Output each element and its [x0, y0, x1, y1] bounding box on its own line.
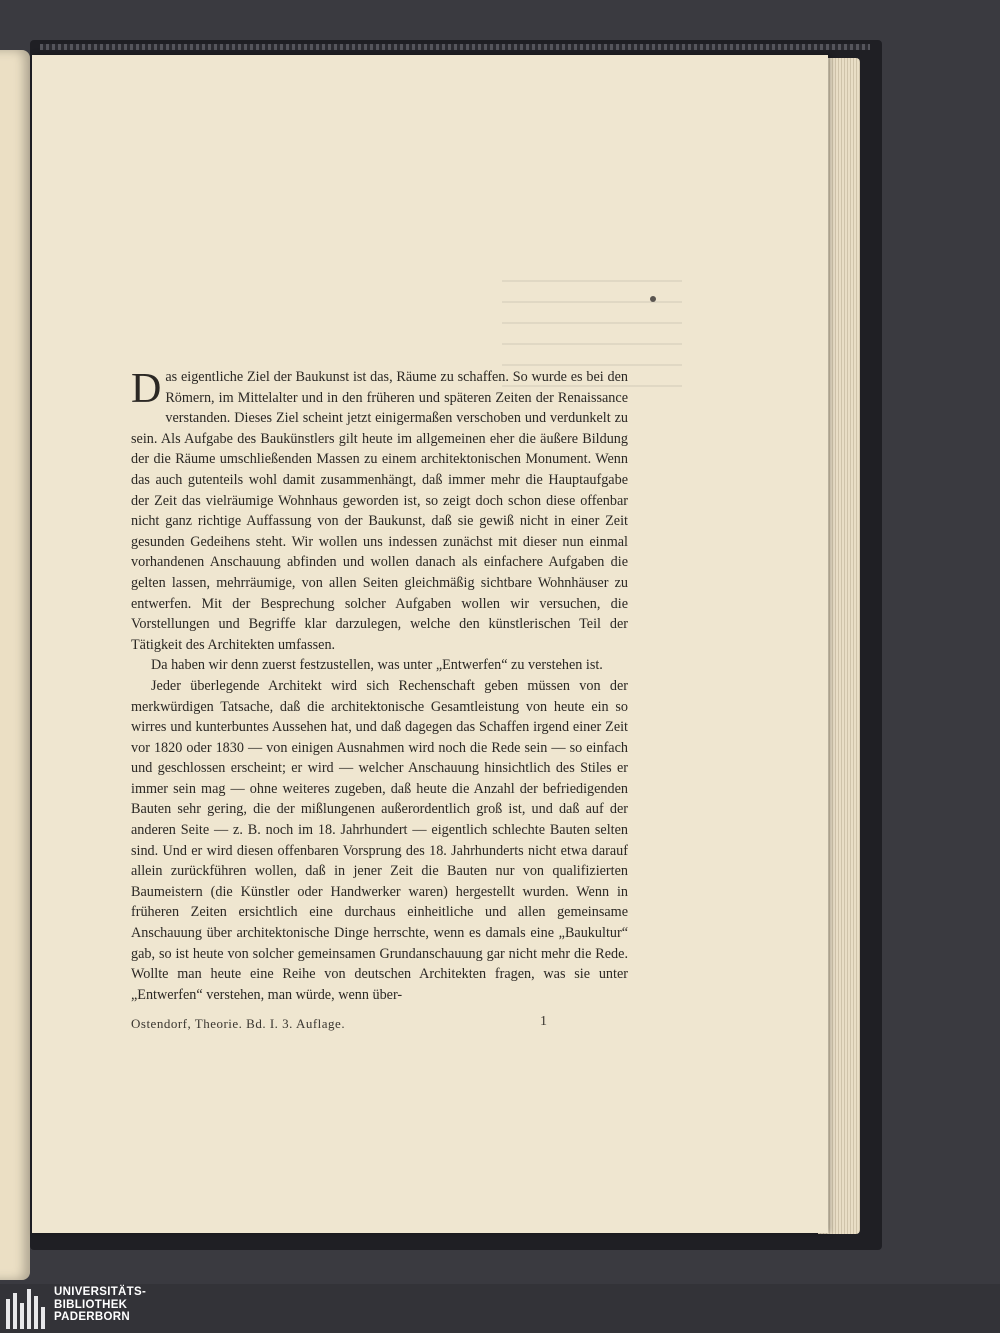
paragraph-1-text: as eigentliche Ziel der Baukunst ist das, Räume zu schaffen. So wurde es bei den Römern, im Mittelalter und in den früheren und späteren Zeiten der Renaissance verstanden. Dieses Ziel scheint jetzt einigermaßen verschoben und verdunkelt zu sein. Als Aufgabe des Baukünstlers gilt heute im allgemeinen eher die äußere Bildung der die Räume umschließenden Massen zu einem architektonischen Monument. Wenn das auch gutenteils wohl damit zusammenhängt, daß immer mehr die Hauptaufgabe der Zeit das vielräumige Wohnhaus geworden ist, so zeigt doch schon diese offenbar nicht ganz richtige Auffassung von der Baukunst, daß sie gewiß nicht in einer Zeit gesunden Gedeihens steht. Wir wollen uns indessen zunächst mit dieser nun einmal vorhandenen Anschauung abfinden und wollen danach als einfachere Aufgaben die gelten lassen, mehrräumige, von allen Seiten gleichmäßig sichtbare Wohnhäuser zu entwerfen. Mit der Besprechung solcher Aufgaben wollen wir versuchen, die Vorstellungen und Begriffe klar darzulegen, welche den künstlerischen Teil der Tätigkeit des Architekten umfassen.	[131, 369, 628, 653]
body-text	[131, 367, 628, 1005]
paragraph-1	[131, 367, 628, 655]
library-banner	[0, 1284, 1000, 1333]
library-name	[54, 1286, 146, 1324]
paragraph-2: Da haben wir denn zuerst festzustellen, was unter „Entwerfen“ zu verstehen ist.	[151, 657, 603, 674]
ink-spot	[650, 296, 656, 302]
library-name-line-1: UNIVERSITÄTS-	[54, 1286, 147, 1298]
paragraph-3: Jeder überlegende Architekt wird sich Rechenschaft geben müssen von der merkwürdigen Tatsache, daß die architektonische Gesamtleistung von heute ein so wirres und kunterbuntes Aussehen hat, und daß dagegen das Schaffen irgend einer Zeit vor 1820 oder 1830 — von einigen Ausnahmen wird noch die Rede sein — so einfach und geschlossen erscheint; er wird — welcher Anschauung hinsichtlich des Stiles er immer sein mag — ohne weiteres zugeben, daß heute die Anzahl der befriedigenden Bauten sehr gering, die der mißlungenen außerordentlich groß ist, und daß auf der anderen Seite — z. B. noch im 18. Jahrhundert — eigentlich schlechte Bauten selten sind. Und er wird diesen offenbaren Vorsprung des 18. Jahrhunderts nicht etwa darauf allein zurückführen wollen, daß in jener Zeit die Bauten nur von qualifizierten Baumeistern (die Künstler oder Handwerker waren) hergestellt wurden. Wenn in früheren Zeiten ersichtlich eine durchaus einheitliche und allen gemeinsame Anschauung über architektonische Dinge herrschte, wenn es damals eine „Baukultur“ gab, so ist heute von solcher gemeinsamen Grundanschauung gar nicht mehr die Rede. Wollte man heute eine Reihe von deutschen Architekten fragen, was sie unter „Entwerfen“ verstehen, man würde, wenn über-	[131, 677, 628, 1003]
left-facing-page	[0, 50, 30, 1280]
cover-stitching	[40, 44, 870, 50]
library-logo-icon	[6, 1289, 46, 1329]
sheet-number: 1	[540, 1014, 547, 1029]
drop-cap: D	[131, 366, 162, 412]
library-name-line-3: PADERBORN	[54, 1311, 130, 1323]
sheet-signature: Ostendorf, Theorie. Bd. I. 3. Auflage.	[131, 1016, 346, 1031]
library-name-line-2: BIBLIOTHEK	[54, 1298, 128, 1311]
